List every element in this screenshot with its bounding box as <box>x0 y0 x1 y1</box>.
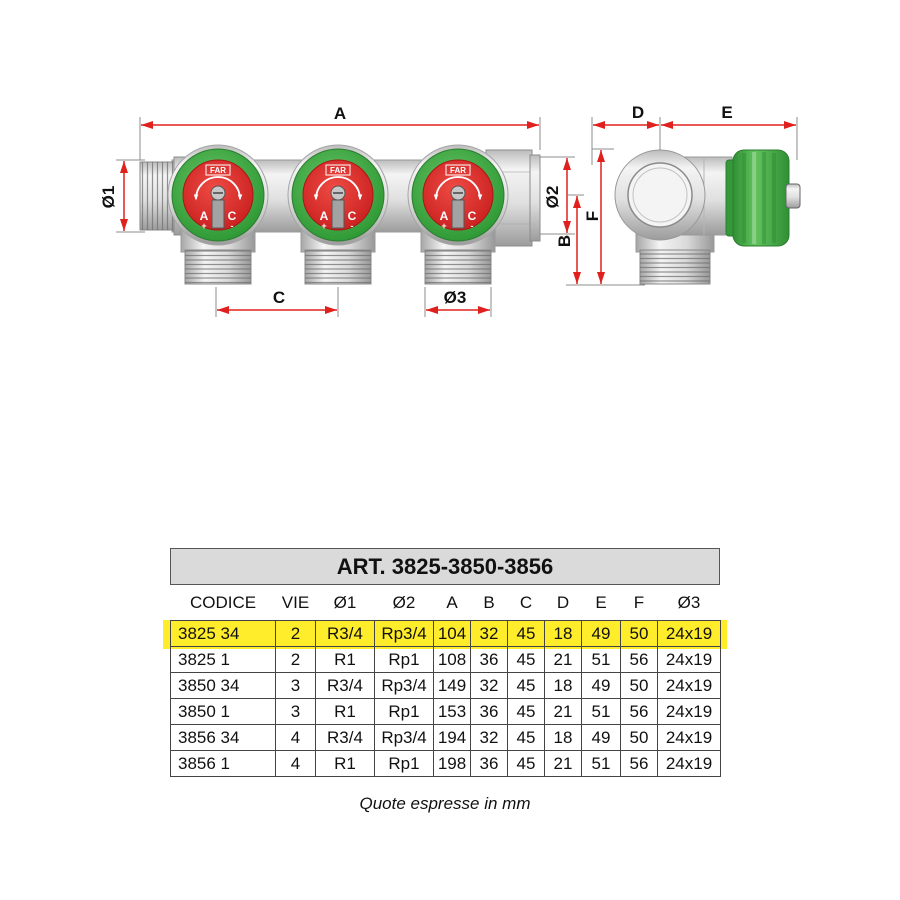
table-cell: 3856 34 <box>171 725 276 751</box>
table-cell: 32 <box>471 673 508 699</box>
table-cell: 50 <box>621 725 658 751</box>
table-cell: 51 <box>582 647 621 673</box>
units-caption: Quote espresse in mm <box>359 794 531 813</box>
valve-cap-2 <box>288 145 388 284</box>
dimension-label-c: C <box>272 288 286 307</box>
table-cell: 104 <box>434 621 471 647</box>
column-header: Ø3 <box>677 592 701 612</box>
table-cell: 45 <box>508 751 545 777</box>
table-cell: 3856 1 <box>171 751 276 777</box>
cap-plus-sign: + <box>321 221 327 231</box>
column-header: VIE <box>281 592 310 612</box>
table-cell: Rp3/4 <box>375 673 434 699</box>
table-cell: 56 <box>621 647 658 673</box>
table-cell: Rp3/4 <box>375 621 434 647</box>
cap-plus-sign: + <box>201 221 207 231</box>
table-cell: 3825 34 <box>171 621 276 647</box>
outlet-thread <box>185 250 251 284</box>
table-cell: 4 <box>276 725 316 751</box>
manifold-side-view <box>615 150 800 284</box>
table-cell: 32 <box>471 725 508 751</box>
table-cell: 50 <box>621 621 658 647</box>
table-cell: R3/4 <box>316 621 375 647</box>
table-cell: R3/4 <box>316 673 375 699</box>
table-cell: 24x19 <box>658 621 721 647</box>
cap-minus-sign: - <box>350 221 354 231</box>
table-cell: 2 <box>276 621 316 647</box>
table-row <box>171 751 721 777</box>
dimension-label-d1: Ø1 <box>99 185 118 209</box>
table-cell: 45 <box>508 673 545 699</box>
cap-mark-left: A <box>199 209 209 223</box>
column-header: Ø2 <box>392 592 416 612</box>
table-cell: 45 <box>508 725 545 751</box>
cap-mark-right: C <box>347 209 357 223</box>
table-cell: 21 <box>545 699 582 725</box>
table-row <box>171 647 721 673</box>
cap-mark-left: A <box>319 209 329 223</box>
valve-cap-1 <box>168 145 268 284</box>
table-row <box>171 725 721 751</box>
table-cell: 51 <box>582 699 621 725</box>
table-cell: 49 <box>582 621 621 647</box>
cap-mark-right: C <box>467 209 477 223</box>
table-cell: 45 <box>508 699 545 725</box>
spec-table <box>170 585 721 777</box>
table-cell: 149 <box>434 673 471 699</box>
cap-minus-sign: - <box>470 221 474 231</box>
brand-logo-text: FAR <box>210 166 226 175</box>
dimension-label-d: D <box>631 103 645 122</box>
table-cell: 3850 1 <box>171 699 276 725</box>
dimension-label-b: B <box>555 234 574 248</box>
table-cell: 3 <box>276 699 316 725</box>
table-cell: 45 <box>508 621 545 647</box>
table-cell: 49 <box>582 725 621 751</box>
brand-logo-text: FAR <box>450 166 466 175</box>
table-cell: Rp1 <box>375 751 434 777</box>
cap-minus-sign: - <box>230 221 234 231</box>
table-cell: 32 <box>471 621 508 647</box>
valve-cap-group <box>168 145 508 284</box>
table-cell: R3/4 <box>316 725 375 751</box>
dimension-label-a: A <box>333 104 347 123</box>
brand-logo-text: FAR <box>330 166 346 175</box>
table-cell: 18 <box>545 673 582 699</box>
table-cell: 3850 34 <box>171 673 276 699</box>
column-header: Ø1 <box>333 592 357 612</box>
column-header: B <box>483 592 495 612</box>
table-cell: 198 <box>434 751 471 777</box>
table-row <box>171 699 721 725</box>
dimension-label-d2: Ø2 <box>543 185 562 209</box>
table-cell: R1 <box>316 751 375 777</box>
table-cell: 2 <box>276 647 316 673</box>
table-cell: 24x19 <box>658 725 721 751</box>
table-cell: 21 <box>545 751 582 777</box>
manifold-front-view <box>140 145 540 284</box>
table-row <box>171 673 721 699</box>
table-cell: R1 <box>316 647 375 673</box>
table-cell: 51 <box>582 751 621 777</box>
cap-mark-left: A <box>439 209 449 223</box>
table-cell: 18 <box>545 725 582 751</box>
table-cell: 24x19 <box>658 699 721 725</box>
dimension-label-f: F <box>583 210 602 222</box>
table-row <box>171 621 721 647</box>
cap-mark-right: C <box>227 209 237 223</box>
column-header: A <box>446 592 458 612</box>
table-cell: 24x19 <box>658 673 721 699</box>
table-cell: 24x19 <box>658 751 721 777</box>
table-cell: 36 <box>471 647 508 673</box>
column-header: CODICE <box>189 592 257 612</box>
table-cell: Rp3/4 <box>375 725 434 751</box>
table-cell: 56 <box>621 751 658 777</box>
table-cell: 153 <box>434 699 471 725</box>
table-cell: 24x19 <box>658 647 721 673</box>
table-cell: 21 <box>545 647 582 673</box>
cap-plus-sign: + <box>441 221 447 231</box>
table-cell: 4 <box>276 751 316 777</box>
table-cell: 50 <box>621 673 658 699</box>
dimension-label-d3: Ø3 <box>443 288 467 307</box>
column-header: E <box>595 592 607 612</box>
manifold-dimension-drawing <box>0 0 900 340</box>
table-cell: 18 <box>545 621 582 647</box>
table-title: ART. 3825-3850-3856 <box>170 548 720 585</box>
outlet-thread <box>425 250 491 284</box>
table-cell: 3 <box>276 673 316 699</box>
table-cell: 36 <box>471 751 508 777</box>
table-cell: Rp1 <box>375 647 434 673</box>
dimension-label-e: E <box>721 103 733 122</box>
table-cell: R1 <box>316 699 375 725</box>
table-header-row <box>171 585 721 621</box>
table-cell: 194 <box>434 725 471 751</box>
table-cell: 45 <box>508 647 545 673</box>
table-cell: 56 <box>621 699 658 725</box>
table-cell: 49 <box>582 673 621 699</box>
column-header: C <box>519 592 533 612</box>
table-cell: 108 <box>434 647 471 673</box>
table-cell: Rp1 <box>375 699 434 725</box>
column-header: D <box>556 592 570 612</box>
valve-cap-3 <box>408 145 508 284</box>
outlet-thread <box>305 250 371 284</box>
column-header: F <box>633 592 645 612</box>
table-cell: 3825 1 <box>171 647 276 673</box>
green-knob <box>726 150 800 246</box>
table-cell: 36 <box>471 699 508 725</box>
